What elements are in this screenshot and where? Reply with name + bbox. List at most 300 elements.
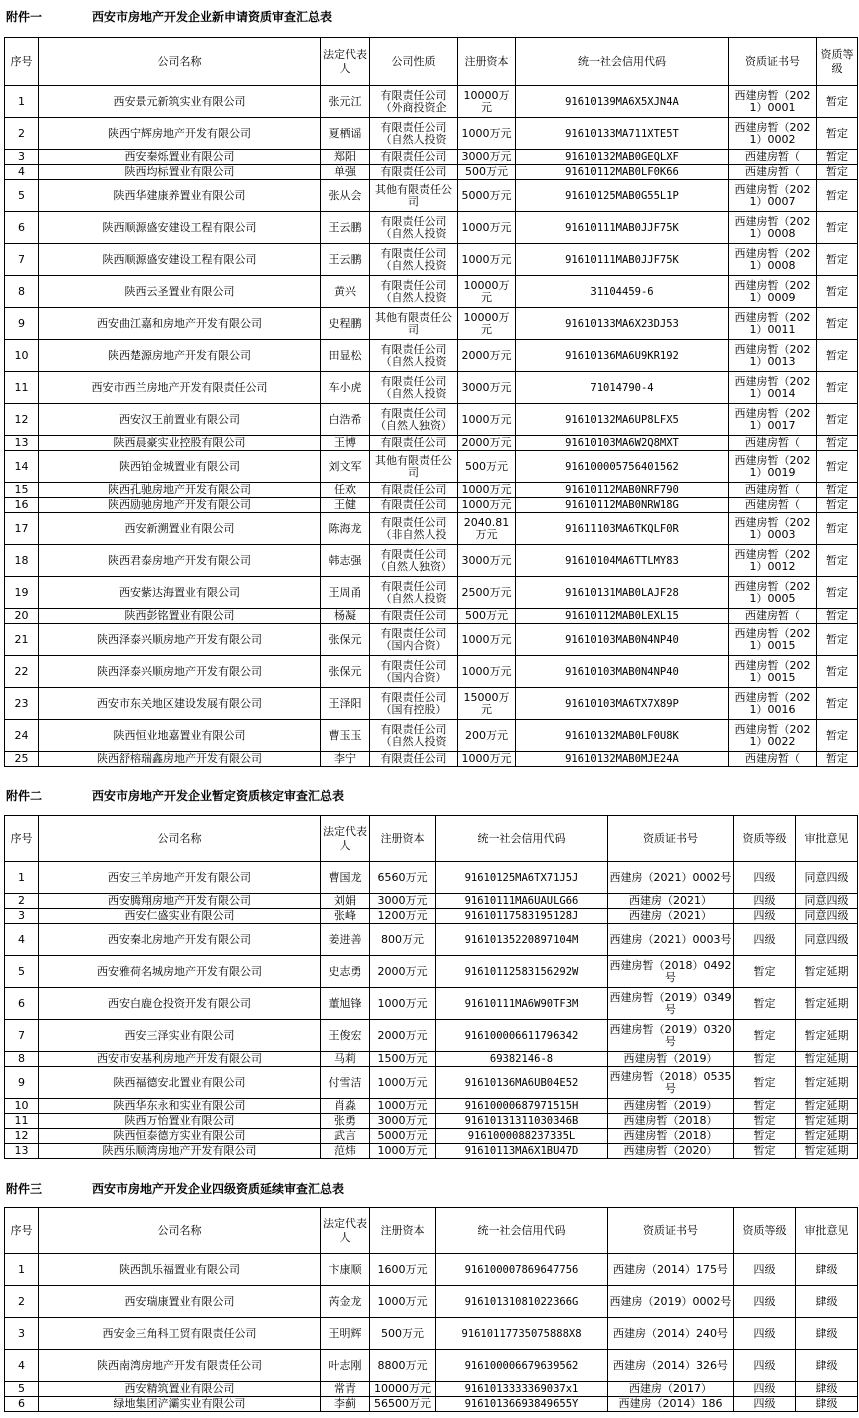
table-cell: 陕西舒榕瑞鑫房地产开发有限公司 (39, 752, 321, 767)
table-cell: 69382146-8 (436, 1052, 608, 1067)
table-cell: 张保元 (321, 656, 370, 688)
table-cell: 西建房暂（2019） (608, 1099, 734, 1114)
table-cell: 3000万元 (458, 150, 516, 165)
table-cell: 陕西宁辉房地产开发有限公司 (39, 118, 321, 150)
table-cell: 500万元 (458, 165, 516, 180)
table-cell: 暂定 (817, 483, 858, 498)
table-cell: 18 (5, 545, 39, 577)
column-header: 统一社会信用代码 (436, 1208, 608, 1254)
table-row (5, 340, 858, 372)
table-cell: 陈海龙 (321, 513, 370, 545)
table-row (5, 988, 858, 1020)
table-cell: 有限责任公司（自然人投资 (370, 577, 458, 609)
table-cell: 3 (5, 909, 39, 924)
table-cell: 夏栖谣 (321, 118, 370, 150)
table-cell: 暂定 (817, 451, 858, 483)
table-cell: 暂定 (734, 1020, 796, 1052)
table-cell: 91610111MA6UAULG66 (436, 894, 608, 909)
table-cell: 付雪洁 (321, 1067, 370, 1099)
table-cell: 同意四级 (796, 862, 858, 894)
table-cell: 1000万元 (370, 1099, 436, 1114)
table-cell: 13 (5, 436, 39, 451)
table-cell: 西安瑞康置业有限公司 (39, 1286, 321, 1318)
table-cell: 王泽阳 (321, 688, 370, 720)
table-cell: 叶志刚 (321, 1350, 370, 1382)
table-cell: 有限责任公司（自然人投资 (370, 244, 458, 276)
table-cell: 6 (5, 1397, 39, 1412)
column-header: 审批意见 (796, 816, 858, 862)
table-cell: 李蓟 (321, 1397, 370, 1412)
table-cell: 9 (5, 308, 39, 340)
table-cell: 10000万元 (370, 1382, 436, 1397)
table-cell: 暂定 (817, 180, 858, 212)
table-cell: 西安市西兰房地产开发有限责任公司 (39, 372, 321, 404)
table-cell: 四级 (734, 924, 796, 956)
table-cell: 20 (5, 609, 39, 624)
table-cell: 卞康顺 (321, 1254, 370, 1286)
table-cell: 暂定 (817, 212, 858, 244)
table-cell: 四级 (734, 1350, 796, 1382)
table-cell: 91610103MA6TX7X89P (516, 688, 729, 720)
table-cell: 4 (5, 165, 39, 180)
table-cell: 王周甬 (321, 577, 370, 609)
table-cell: 西建房（2021） (608, 909, 734, 924)
table-cell: 3000万元 (370, 1114, 436, 1129)
table-cell: 有限责任公司（自然人投资 (370, 372, 458, 404)
table-cell: 91610000687971515H (436, 1099, 608, 1114)
table-cell: 同意四级 (796, 924, 858, 956)
column-header: 公司名称 (39, 38, 321, 86)
table-cell: 西建房暂（2019） (608, 1052, 734, 1067)
table-row (5, 150, 858, 165)
section1-title (6, 8, 332, 25)
table-cell: 西建房暂（2021）0009 (729, 276, 817, 308)
table-cell: 91610103MAB0N4NP40 (516, 656, 729, 688)
table-cell: 四级 (734, 1254, 796, 1286)
table-cell: 西建房暂（2021）0012 (729, 545, 817, 577)
column-header: 审批意见 (796, 1208, 858, 1254)
table-cell: 5 (5, 1382, 39, 1397)
table-cell: 西建房（2014）186 (608, 1397, 734, 1412)
table-cell: 肆级 (796, 1254, 858, 1286)
table-cell: 西建房暂（2018）0492号 (608, 956, 734, 988)
table-cell: 有限责任公司（自然人投资 (370, 340, 458, 372)
table-cell: 肆级 (796, 1286, 858, 1318)
table-cell: 王俊宏 (321, 1020, 370, 1052)
table-cell: 刘娟 (321, 894, 370, 909)
column-header: 资质证书号 (608, 816, 734, 862)
table-cell: 西建房暂（2021）0003 (729, 513, 817, 545)
table-cell: 暂定 (817, 609, 858, 624)
table-cell: 2 (5, 1286, 39, 1318)
table-cell: 陕西晨豪实业控股有限公司 (39, 436, 321, 451)
table-cell: 西建房暂（2021）0002 (729, 118, 817, 150)
table-cell: 1000万元 (458, 244, 516, 276)
table-cell: 西安三羊房地产开发有限公司 (39, 862, 321, 894)
table-cell: 西建房（2014）326号 (608, 1350, 734, 1382)
table-cell: 西建房（2021）0002号 (608, 862, 734, 894)
table-cell: 91610117735075888X8 (436, 1318, 608, 1350)
table-row (5, 1067, 858, 1099)
table-cell: 暂定 (817, 577, 858, 609)
table-cell: 1500万元 (370, 1052, 436, 1067)
table-cell: 暂定延期 (796, 1052, 858, 1067)
table-cell: 西安秦烁置业有限公司 (39, 150, 321, 165)
table-cell: 王明辉 (321, 1318, 370, 1350)
table-cell: 陕西铂金城置业有限公司 (39, 451, 321, 483)
table-cell: 西建房暂（2021）0011 (729, 308, 817, 340)
table-cell: 肆级 (796, 1382, 858, 1397)
table-cell: 肆级 (796, 1350, 858, 1382)
table-cell: 1000万元 (370, 1286, 436, 1318)
table-cell: 91610132MA6UP8LFX5 (516, 404, 729, 436)
table-cell: 4 (5, 924, 39, 956)
table-cell: 1200万元 (370, 909, 436, 924)
table-cell: 刘文军 (321, 451, 370, 483)
table-row (5, 436, 858, 451)
table-cell: 西建房暂（2018） (608, 1129, 734, 1144)
table-row (5, 909, 858, 924)
table-cell: 916100006611796342 (436, 1020, 608, 1052)
table-cell: 有限责任公司 (370, 436, 458, 451)
table-cell: 西建房（2021）0003号 (608, 924, 734, 956)
column-header: 资质等级 (734, 816, 796, 862)
table-cell: 其他有限责任公司 (370, 451, 458, 483)
table-cell: 车小虎 (321, 372, 370, 404)
table-cell: 25 (5, 752, 39, 767)
table-cell: 陕西云圣置业有限公司 (39, 276, 321, 308)
table-cell: 91610111MAB0JJF75K (516, 212, 729, 244)
table-cell: 3 (5, 1318, 39, 1350)
table-row (5, 498, 858, 513)
table-cell: 西建房（2017） (608, 1382, 734, 1397)
table-cell: 23 (5, 688, 39, 720)
table-cell: 91610112MAB0LEXL15 (516, 609, 729, 624)
table-cell: 12 (5, 1129, 39, 1144)
table-row (5, 276, 858, 308)
table-cell: 2000万元 (458, 340, 516, 372)
table-cell: 8 (5, 1052, 39, 1067)
table-cell: 张元江 (321, 86, 370, 118)
table-cell: 1600万元 (370, 1254, 436, 1286)
column-header: 资质等级 (734, 1208, 796, 1254)
table-cell: 张从会 (321, 180, 370, 212)
table-cell: 常青 (321, 1382, 370, 1397)
table-cell: 西建房（2014）240号 (608, 1318, 734, 1350)
table-cell: 西安秦北房地产开发有限公司 (39, 924, 321, 956)
table-cell: 10 (5, 340, 39, 372)
table-cell: 张勇 (321, 1114, 370, 1129)
section3-heading: 西安市房地产开发企业四级资质延续审查汇总表 (92, 1182, 345, 1196)
table-cell: 10 (5, 1099, 39, 1114)
table-cell: 西安精筑置业有限公司 (39, 1382, 321, 1397)
table-cell: 500万元 (458, 451, 516, 483)
table-cell: 2040.81万元 (458, 513, 516, 545)
table-cell: 田显松 (321, 340, 370, 372)
table-row (5, 451, 858, 483)
table-cell: 有限责任公司 (370, 609, 458, 624)
table-cell: 6560万元 (370, 862, 436, 894)
table-cell: 1000万元 (458, 624, 516, 656)
table-cell: 5000万元 (370, 1129, 436, 1144)
table-cell: 暂定 (734, 988, 796, 1020)
table-cell: 91610000882373​35L (436, 1129, 608, 1144)
table-cell: 暂定 (817, 720, 858, 752)
column-header: 注册资本 (370, 816, 436, 862)
table-cell: 暂定 (817, 308, 858, 340)
table-cell: 暂定 (734, 1114, 796, 1129)
table-cell: 31104459-6 (516, 276, 729, 308)
table-cell: 西建房暂（2021）0001 (729, 86, 817, 118)
table-cell: 陕西南湾房地产开发有限责任公司 (39, 1350, 321, 1382)
table-cell: 有限责任公司（非自然人投 (370, 513, 458, 545)
table-cell: 同意四级 (796, 894, 858, 909)
column-header: 公司名称 (39, 816, 321, 862)
table-cell: 陕西乐顺湾房地产开发有限公司 (39, 1144, 321, 1159)
table-cell: 91610133MA6X23DJ53 (516, 308, 729, 340)
table-row (5, 894, 858, 909)
table-cell: 四级 (734, 1286, 796, 1318)
table-cell: 陕西福德安北置业有限公司 (39, 1067, 321, 1099)
table-cell: 任欢 (321, 483, 370, 498)
table-cell: 8 (5, 276, 39, 308)
column-header: 法定代表人 (321, 1208, 370, 1254)
column-header: 法定代表人 (321, 816, 370, 862)
table-cell: 暂定 (817, 276, 858, 308)
table-cell: 陕西孔驰房地产开发有限公司 (39, 483, 321, 498)
table-cell: 有限责任公司（国有控股） (370, 688, 458, 720)
table-row (5, 244, 858, 276)
table-cell: 7 (5, 1020, 39, 1052)
table-cell: 91610132MAB0LF0U8K (516, 720, 729, 752)
table-row (5, 1318, 858, 1350)
table-cell: 4 (5, 1350, 39, 1382)
table-row (5, 1350, 858, 1382)
table-cell: 91610104MA6TTLMY83 (516, 545, 729, 577)
table-cell: 西安三泽实业有限公司 (39, 1020, 321, 1052)
table-cell: 暂定延期 (796, 988, 858, 1020)
header-row (5, 38, 858, 86)
table-cell: 史程鹏 (321, 308, 370, 340)
column-header: 序号 (5, 816, 39, 862)
table-row (5, 513, 858, 545)
table-cell: 暂定 (817, 404, 858, 436)
table-cell: 西建房暂（ (729, 165, 817, 180)
table-cell: 陕西君泰房地产开发有限公司 (39, 545, 321, 577)
table-cell: 西建房暂（ (729, 150, 817, 165)
table-cell: 有限责任公司（自然人投资 (370, 212, 458, 244)
table-cell: 有限责任公司 (370, 752, 458, 767)
column-header: 公司名称 (39, 1208, 321, 1254)
table-cell: 有限责任公司 (370, 165, 458, 180)
table-cell: 14 (5, 451, 39, 483)
column-header: 统一社会信用代码 (516, 38, 729, 86)
table-row (5, 1397, 858, 1412)
table-cell: 暂定延期 (796, 1099, 858, 1114)
table-cell: 500万元 (370, 1318, 436, 1350)
table-cell: 西建房暂（2021）0014 (729, 372, 817, 404)
table-cell: 西建房暂（2021）0008 (729, 244, 817, 276)
table-cell: 800万元 (370, 924, 436, 956)
table-cell: 1000万元 (458, 212, 516, 244)
table-cell: 李宁 (321, 752, 370, 767)
table-cell: 91610132MAB0MJE24A (516, 752, 729, 767)
table-cell: 6 (5, 212, 39, 244)
column-header: 注册资本 (370, 1208, 436, 1254)
table-cell: 21 (5, 624, 39, 656)
table-cell: 张峰 (321, 909, 370, 924)
table-cell: 同意四级 (796, 909, 858, 924)
table-cell: 陕西楚源房地产开发有限公司 (39, 340, 321, 372)
table-cell: 绿地集团浐灞实业有限公司 (39, 1397, 321, 1412)
table-cell: 董旭锋 (321, 988, 370, 1020)
section3-attachment: 附件三 (6, 1182, 43, 1196)
table-cell: 91610133MA711XTE5T (516, 118, 729, 150)
table-cell: 马莉 (321, 1052, 370, 1067)
table-cell: 西建房暂（ (729, 752, 817, 767)
table-cell: 暂定 (817, 656, 858, 688)
table-cell: 91610112MAB0NRF790 (516, 483, 729, 498)
table-cell: 四级 (734, 909, 796, 924)
header-row (5, 816, 858, 862)
table-cell: 暂定 (817, 118, 858, 150)
table-cell: 200万元 (458, 720, 516, 752)
table-cell: 西安雅荷名城房地产开发有限公司 (39, 956, 321, 988)
table-cell: 芮金龙 (321, 1286, 370, 1318)
table-cell: 15 (5, 483, 39, 498)
column-header: 资质证书号 (729, 38, 817, 86)
table-cell: 91610103MA6W2Q8MXT (516, 436, 729, 451)
table-cell: 11 (5, 1114, 39, 1129)
table-cell: 西建房暂（2021）0016 (729, 688, 817, 720)
section2-attachment: 附件二 (6, 789, 43, 803)
table-cell: 3000万元 (458, 545, 516, 577)
table-cell: 1000万元 (370, 1067, 436, 1099)
header-row (5, 1208, 858, 1254)
table-cell: 王健 (321, 498, 370, 513)
table-cell: 西建房暂（2021）0008 (729, 212, 817, 244)
table-cell: 黄兴 (321, 276, 370, 308)
column-header: 注册资本 (458, 38, 516, 86)
table-cell: 91610111MA6W90TF3M (436, 988, 608, 1020)
table-cell: 91610133333690​37x1 (436, 1382, 608, 1397)
table-cell: 史志勇 (321, 956, 370, 988)
table-cell: 1000万元 (458, 118, 516, 150)
table-cell: 91610131081022366G (436, 1286, 608, 1318)
table-cell: 暂定 (817, 498, 858, 513)
table-cell: 2000万元 (458, 436, 516, 451)
table-cell: 暂定延期 (796, 1067, 858, 1099)
table-cell: 四级 (734, 1382, 796, 1397)
table-cell: 916100007869647756 (436, 1254, 608, 1286)
table-cell: 3000万元 (458, 372, 516, 404)
table-row (5, 956, 858, 988)
table-cell: 91610113MA6X1BU47D (436, 1144, 608, 1159)
table-row (5, 688, 858, 720)
table-cell: 916100006679639562 (436, 1350, 608, 1382)
table-row (5, 308, 858, 340)
table-cell: 西建房暂（2021）0022 (729, 720, 817, 752)
table-cell: 22 (5, 656, 39, 688)
table-cell: 西建房暂（2021）0019 (729, 451, 817, 483)
table-cell: 56500万元 (370, 1397, 436, 1412)
table-cell: 暂定 (817, 624, 858, 656)
table-cell: 1 (5, 862, 39, 894)
table-cell: 3000万元 (370, 894, 436, 909)
table-cell: 500万元 (458, 609, 516, 624)
table-cell: 24 (5, 720, 39, 752)
table-cell: 肆级 (796, 1397, 858, 1412)
table-cell: 暂定 (817, 244, 858, 276)
table-cell: 91610136MA6UB04E52 (436, 1067, 608, 1099)
table-cell: 暂定 (817, 372, 858, 404)
table-row (5, 212, 858, 244)
table-row (5, 577, 858, 609)
table-cell: 有限责任公司（外商投资企 (370, 86, 458, 118)
table-cell: 陕西恒泰德方实业有限公司 (39, 1129, 321, 1144)
table-cell: 91610103MAB0N4NP40 (516, 624, 729, 656)
table-cell: 19 (5, 577, 39, 609)
table-cell: 有限责任公司（自然人投资 (370, 276, 458, 308)
section2-title (6, 787, 344, 804)
table-cell: 12 (5, 404, 39, 436)
table-row (5, 483, 858, 498)
table-cell: 西安紫达海置业有限公司 (39, 577, 321, 609)
table-cell: 10000万元 (458, 276, 516, 308)
table-row (5, 862, 858, 894)
table-cell: 西建房暂（2021）0017 (729, 404, 817, 436)
table-cell: 暂定 (817, 436, 858, 451)
table-cell: 91610139MA6X5XJN4A (516, 86, 729, 118)
table-cell: 暂定 (817, 752, 858, 767)
column-header: 资质证书号 (608, 1208, 734, 1254)
table-cell: 杨凝 (321, 609, 370, 624)
table-cell: 陕西彭铭置业有限公司 (39, 609, 321, 624)
table-row (5, 404, 858, 436)
table-cell: 西建房暂（ (729, 436, 817, 451)
table-cell: 西建房暂（2018）0535号 (608, 1067, 734, 1099)
table-cell: 陕西华建康养置业有限公司 (39, 180, 321, 212)
table-cell: 其他有限责任公司 (370, 180, 458, 212)
column-header: 序号 (5, 1208, 39, 1254)
table-cell: 其他有限责任公司 (370, 308, 458, 340)
table-cell: 有限责任公司（自然人独资） (370, 404, 458, 436)
table-cell: 白浩希 (321, 404, 370, 436)
table-cell: 王博 (321, 436, 370, 451)
table-row (5, 924, 858, 956)
table-cell: 陕西凯乐福置业有限公司 (39, 1254, 321, 1286)
table-cell: 17 (5, 513, 39, 545)
table-row (5, 1020, 858, 1052)
table-cell: 暂定 (817, 150, 858, 165)
table-cell: 暂定 (734, 1144, 796, 1159)
table-row (5, 545, 858, 577)
table-cell: 1000万元 (458, 404, 516, 436)
table-row (5, 1144, 858, 1159)
table-cell: 有限责任公司 (370, 498, 458, 513)
table-cell: 西安汉王前置业有限公司 (39, 404, 321, 436)
table-cell: 2500万元 (458, 577, 516, 609)
table-row (5, 1254, 858, 1286)
table-cell: 陕西泽泰兴顺房地产开发有限公司 (39, 656, 321, 688)
column-header: 序号 (5, 38, 39, 86)
table-cell: 91610111MAB0JJF75K (516, 244, 729, 276)
section2-heading: 西安市房地产开发企业暂定资质核定审查汇总表 (92, 789, 345, 803)
table-cell: 8800万元 (370, 1350, 436, 1382)
table-cell: 1000万元 (370, 1144, 436, 1159)
table-cell: 暂定 (817, 165, 858, 180)
table-cell: 暂定延期 (796, 1144, 858, 1159)
